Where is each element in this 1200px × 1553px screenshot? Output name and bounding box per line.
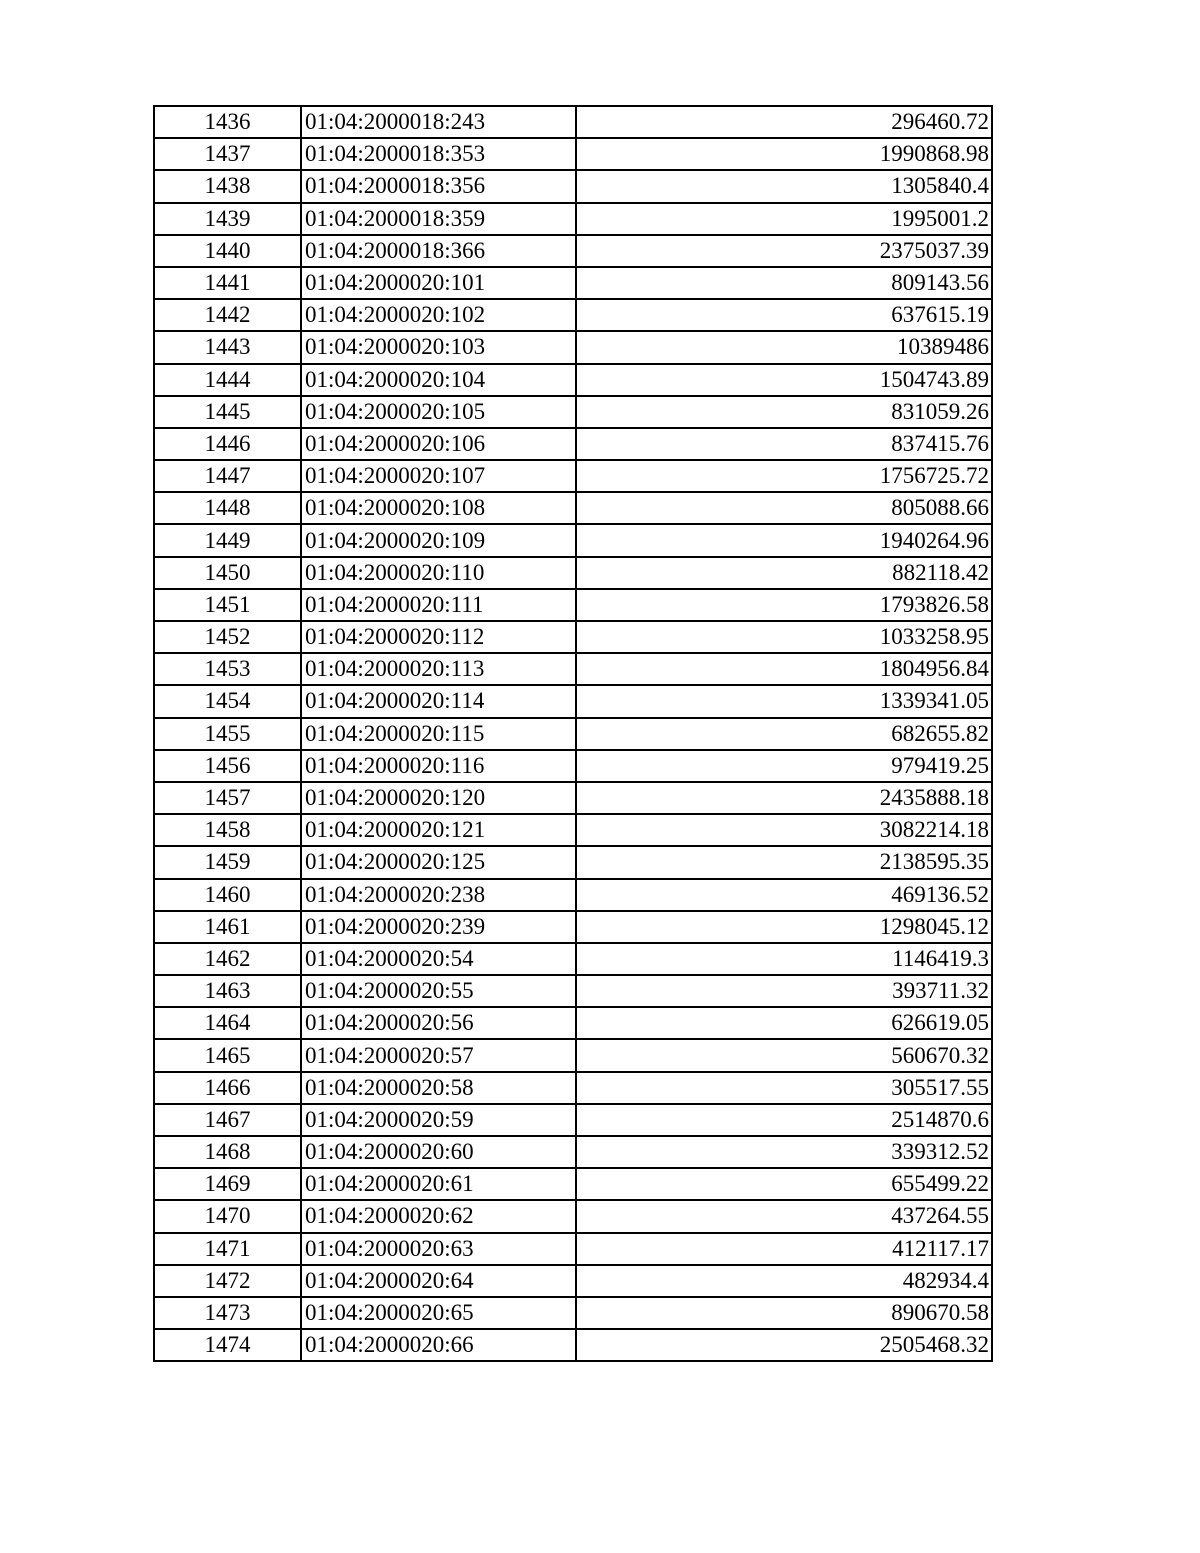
- cadastral-number-cell: 01:04:2000020:66: [301, 1329, 576, 1361]
- cadastral-number-cell: 01:04:2000020:65: [301, 1297, 576, 1329]
- amount-cell: 1804956.84: [576, 653, 992, 685]
- table-row: [154, 1039, 992, 1071]
- cadastral-number-cell: 01:04:2000020:57: [301, 1039, 576, 1071]
- row-number-cell: 1465: [154, 1039, 301, 1071]
- amount-cell: 890670.58: [576, 1297, 992, 1329]
- table-row: [154, 170, 992, 202]
- cadastral-number-cell: 01:04:2000020:101: [301, 267, 576, 299]
- row-number-cell: 1452: [154, 621, 301, 653]
- data-table: [153, 105, 993, 1362]
- cadastral-number-cell: 01:04:2000020:62: [301, 1200, 576, 1232]
- table-row: [154, 846, 992, 878]
- row-number-cell: 1473: [154, 1297, 301, 1329]
- amount-cell: 1146419.3: [576, 943, 992, 975]
- cadastral-number-cell: 01:04:2000020:58: [301, 1072, 576, 1104]
- amount-cell: 626619.05: [576, 1007, 992, 1039]
- amount-cell: 1504743.89: [576, 364, 992, 396]
- cadastral-number-cell: 01:04:2000020:61: [301, 1168, 576, 1200]
- amount-cell: 1339341.05: [576, 685, 992, 717]
- table-row: [154, 1200, 992, 1232]
- table-row: [154, 364, 992, 396]
- amount-cell: 1793826.58: [576, 589, 992, 621]
- cadastral-number-cell: 01:04:2000020:125: [301, 846, 576, 878]
- amount-cell: 2375037.39: [576, 235, 992, 267]
- row-number-cell: 1464: [154, 1007, 301, 1039]
- row-number-cell: 1455: [154, 718, 301, 750]
- cadastral-number-cell: 01:04:2000020:239: [301, 911, 576, 943]
- table-row: [154, 1007, 992, 1039]
- cadastral-number-cell: 01:04:2000020:115: [301, 718, 576, 750]
- row-number-cell: 1447: [154, 460, 301, 492]
- cadastral-number-cell: 01:04:2000020:110: [301, 557, 576, 589]
- amount-cell: 809143.56: [576, 267, 992, 299]
- row-number-cell: 1460: [154, 879, 301, 911]
- row-number-cell: 1462: [154, 943, 301, 975]
- row-number-cell: 1442: [154, 299, 301, 331]
- amount-cell: 393711.32: [576, 975, 992, 1007]
- row-number-cell: 1470: [154, 1200, 301, 1232]
- table-row: [154, 1136, 992, 1168]
- row-number-cell: 1451: [154, 589, 301, 621]
- cadastral-number-cell: 01:04:2000020:121: [301, 814, 576, 846]
- table-row: [154, 782, 992, 814]
- row-number-cell: 1441: [154, 267, 301, 299]
- table-row: [154, 331, 992, 363]
- table-row: [154, 718, 992, 750]
- row-number-cell: 1440: [154, 235, 301, 267]
- amount-cell: 3082214.18: [576, 814, 992, 846]
- table-row: [154, 621, 992, 653]
- amount-cell: 831059.26: [576, 396, 992, 428]
- cadastral-number-cell: 01:04:2000020:111: [301, 589, 576, 621]
- cadastral-number-cell: 01:04:2000020:109: [301, 524, 576, 556]
- table-row: [154, 911, 992, 943]
- table-row: [154, 1104, 992, 1136]
- row-number-cell: 1472: [154, 1265, 301, 1297]
- row-number-cell: 1463: [154, 975, 301, 1007]
- row-number-cell: 1469: [154, 1168, 301, 1200]
- row-number-cell: 1466: [154, 1072, 301, 1104]
- table-row: [154, 299, 992, 331]
- table-row: [154, 1297, 992, 1329]
- amount-cell: 2435888.18: [576, 782, 992, 814]
- row-number-cell: 1467: [154, 1104, 301, 1136]
- row-number-cell: 1468: [154, 1136, 301, 1168]
- cadastral-number-cell: 01:04:2000020:60: [301, 1136, 576, 1168]
- cadastral-number-cell: 01:04:2000020:103: [301, 331, 576, 363]
- table-row: [154, 879, 992, 911]
- cadastral-number-cell: 01:04:2000020:107: [301, 460, 576, 492]
- row-number-cell: 1471: [154, 1233, 301, 1265]
- table-row: [154, 203, 992, 235]
- cadastral-number-cell: 01:04:2000020:238: [301, 879, 576, 911]
- table-row: [154, 428, 992, 460]
- row-number-cell: 1453: [154, 653, 301, 685]
- cadastral-number-cell: 01:04:2000020:102: [301, 299, 576, 331]
- cadastral-number-cell: 01:04:2000020:55: [301, 975, 576, 1007]
- amount-cell: 2514870.6: [576, 1104, 992, 1136]
- cadastral-number-cell: 01:04:2000020:59: [301, 1104, 576, 1136]
- amount-cell: 296460.72: [576, 106, 992, 138]
- amount-cell: 1298045.12: [576, 911, 992, 943]
- table-row: [154, 1072, 992, 1104]
- amount-cell: 437264.55: [576, 1200, 992, 1232]
- table-row: [154, 106, 992, 138]
- table-row: [154, 396, 992, 428]
- amount-cell: 979419.25: [576, 750, 992, 782]
- row-number-cell: 1446: [154, 428, 301, 460]
- table-row: [154, 557, 992, 589]
- row-number-cell: 1444: [154, 364, 301, 396]
- table-row: [154, 524, 992, 556]
- amount-cell: 469136.52: [576, 879, 992, 911]
- amount-cell: 637615.19: [576, 299, 992, 331]
- row-number-cell: 1443: [154, 331, 301, 363]
- cadastral-number-cell: 01:04:2000020:106: [301, 428, 576, 460]
- cadastral-number-cell: 01:04:2000020:63: [301, 1233, 576, 1265]
- table-row: [154, 589, 992, 621]
- amount-cell: 682655.82: [576, 718, 992, 750]
- amount-cell: 482934.4: [576, 1265, 992, 1297]
- row-number-cell: 1445: [154, 396, 301, 428]
- cadastral-number-cell: 01:04:2000018:243: [301, 106, 576, 138]
- table-row: [154, 1168, 992, 1200]
- row-number-cell: 1450: [154, 557, 301, 589]
- table-row: [154, 492, 992, 524]
- cadastral-number-cell: 01:04:2000020:113: [301, 653, 576, 685]
- cadastral-number-cell: 01:04:2000018:356: [301, 170, 576, 202]
- cadastral-number-cell: 01:04:2000020:108: [301, 492, 576, 524]
- table-row: [154, 460, 992, 492]
- row-number-cell: 1449: [154, 524, 301, 556]
- cadastral-number-cell: 01:04:2000020:105: [301, 396, 576, 428]
- table-row: [154, 235, 992, 267]
- row-number-cell: 1456: [154, 750, 301, 782]
- amount-cell: 339312.52: [576, 1136, 992, 1168]
- row-number-cell: 1459: [154, 846, 301, 878]
- table-row: [154, 943, 992, 975]
- cadastral-number-cell: 01:04:2000020:56: [301, 1007, 576, 1039]
- cadastral-number-cell: 01:04:2000020:64: [301, 1265, 576, 1297]
- row-number-cell: 1461: [154, 911, 301, 943]
- amount-cell: 1990868.98: [576, 138, 992, 170]
- row-number-cell: 1474: [154, 1329, 301, 1361]
- cadastral-number-cell: 01:04:2000018:353: [301, 138, 576, 170]
- table-row: [154, 1265, 992, 1297]
- amount-cell: 655499.22: [576, 1168, 992, 1200]
- cadastral-number-cell: 01:04:2000020:116: [301, 750, 576, 782]
- amount-cell: 1995001.2: [576, 203, 992, 235]
- table-row: [154, 653, 992, 685]
- table-row: [154, 975, 992, 1007]
- cadastral-number-cell: 01:04:2000018:366: [301, 235, 576, 267]
- row-number-cell: 1439: [154, 203, 301, 235]
- amount-cell: 560670.32: [576, 1039, 992, 1071]
- amount-cell: 1033258.95: [576, 621, 992, 653]
- table-row: [154, 1329, 992, 1361]
- cadastral-number-cell: 01:04:2000020:104: [301, 364, 576, 396]
- amount-cell: 2138595.35: [576, 846, 992, 878]
- row-number-cell: 1457: [154, 782, 301, 814]
- cadastral-number-cell: 01:04:2000018:359: [301, 203, 576, 235]
- table-row: [154, 814, 992, 846]
- cadastral-number-cell: 01:04:2000020:114: [301, 685, 576, 717]
- amount-cell: 1756725.72: [576, 460, 992, 492]
- cadastral-number-cell: 01:04:2000020:112: [301, 621, 576, 653]
- table-body: [154, 106, 992, 1361]
- cadastral-number-cell: 01:04:2000020:54: [301, 943, 576, 975]
- table-row: [154, 685, 992, 717]
- table-row: [154, 1233, 992, 1265]
- amount-cell: 1305840.4: [576, 170, 992, 202]
- amount-cell: 837415.76: [576, 428, 992, 460]
- amount-cell: 882118.42: [576, 557, 992, 589]
- table-row: [154, 138, 992, 170]
- amount-cell: 10389486: [576, 331, 992, 363]
- row-number-cell: 1438: [154, 170, 301, 202]
- amount-cell: 1940264.96: [576, 524, 992, 556]
- row-number-cell: 1448: [154, 492, 301, 524]
- amount-cell: 805088.66: [576, 492, 992, 524]
- row-number-cell: 1458: [154, 814, 301, 846]
- amount-cell: 305517.55: [576, 1072, 992, 1104]
- amount-cell: 412117.17: [576, 1233, 992, 1265]
- table-row: [154, 750, 992, 782]
- amount-cell: 2505468.32: [576, 1329, 992, 1361]
- row-number-cell: 1454: [154, 685, 301, 717]
- row-number-cell: 1436: [154, 106, 301, 138]
- row-number-cell: 1437: [154, 138, 301, 170]
- table-row: [154, 267, 992, 299]
- cadastral-number-cell: 01:04:2000020:120: [301, 782, 576, 814]
